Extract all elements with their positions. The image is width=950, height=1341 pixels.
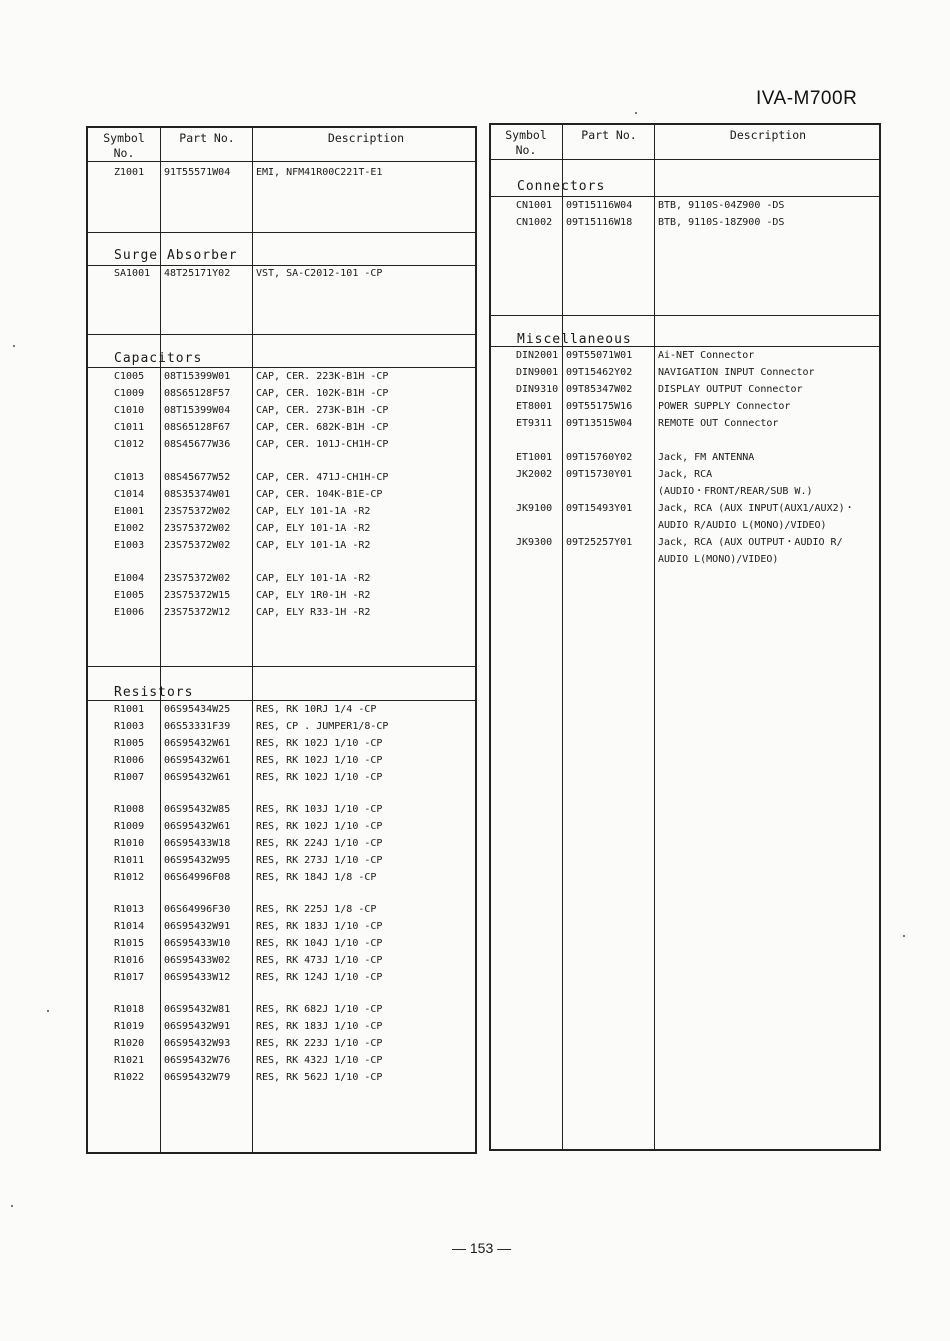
symbol-cell: ET9311 xyxy=(516,418,553,429)
section-title-connectors: Connectors xyxy=(517,179,606,194)
col-header-symbol xyxy=(92,131,156,161)
section-title-surge-absorber: Surge Absorber xyxy=(114,248,238,263)
symbol-cell: E1001 xyxy=(114,506,145,517)
description-cell: RES, RK 102J 1/10 -CP xyxy=(256,738,383,749)
part-cell: 09T85347W02 xyxy=(566,384,633,395)
description-cell: RES, RK 225J 1/8 -CP xyxy=(256,904,377,915)
symbol-cell: R1005 xyxy=(114,738,145,749)
symbol-cell: R1020 xyxy=(114,1038,145,1049)
description-line: AUDIO R/AUDIO L(MONO)/VIDEO) xyxy=(658,520,827,531)
part-cell: 08T15399W04 xyxy=(164,405,231,416)
part-cell: 91T55571W04 xyxy=(164,167,231,178)
symbol-cell: R1022 xyxy=(114,1072,145,1083)
part-cell: 06S95432W61 xyxy=(164,738,231,749)
part-cell: 06S53331F39 xyxy=(164,721,231,732)
description-cell: CAP, CER. 273K-B1H -CP xyxy=(256,405,389,416)
part-cell: 08S35374W01 xyxy=(164,489,231,500)
part-cell: 09T55071W01 xyxy=(566,350,633,361)
symbol-cell: JK9300 xyxy=(516,537,553,548)
description-line: Ai-NET Connector xyxy=(658,350,755,361)
part-cell: 48T25171Y02 xyxy=(164,268,231,279)
description-cell: CAP, ELY 101-1A -R2 xyxy=(256,540,371,551)
symbol-cell: E1002 xyxy=(114,523,145,534)
description-cell: RES, RK 102J 1/10 -CP xyxy=(256,755,383,766)
model-name: IVA-M700R xyxy=(756,88,858,109)
description-cell: RES, RK 124J 1/10 -CP xyxy=(256,972,383,983)
part-cell: 09T15116W04 xyxy=(566,200,633,211)
description-cell: RES, RK 682J 1/10 -CP xyxy=(256,1004,383,1015)
description-cell: RES, RK 223J 1/10 -CP xyxy=(256,1038,383,1049)
col-header-part xyxy=(566,128,652,143)
symbol-cell: R1015 xyxy=(114,938,145,949)
part-cell: 09T25257Y01 xyxy=(566,537,633,548)
symbol-cell: E1003 xyxy=(114,540,145,551)
description-cell: CAP, ELY R33-1H -R2 xyxy=(256,607,371,618)
symbol-cell: ET8001 xyxy=(516,401,553,412)
part-cell: 08T15399W01 xyxy=(164,371,231,382)
part-cell: 06S64996F08 xyxy=(164,872,231,883)
part-cell: 09T15116W18 xyxy=(566,217,633,228)
description-cell: VST, SA-C2012-101 -CP xyxy=(256,268,383,279)
description-line: DISPLAY OUTPUT Connector xyxy=(658,384,803,395)
part-cell: 06S95433W18 xyxy=(164,838,231,849)
description-line: Jack, RCA (AUX INPUT(AUX1/AUX2)・ xyxy=(658,503,855,514)
col-header-description xyxy=(658,128,878,143)
symbol-cell: R1019 xyxy=(114,1021,145,1032)
symbol-cell: R1009 xyxy=(114,821,145,832)
description-cell: RES, RK 183J 1/10 -CP xyxy=(256,921,383,932)
part-cell: 06S95432W61 xyxy=(164,772,231,783)
part-cell: 06S95432W61 xyxy=(164,755,231,766)
symbol-cell: R1016 xyxy=(114,955,145,966)
description-line: REMOTE OUT Connector xyxy=(658,418,779,429)
header-symbol-label: Symbol No. xyxy=(103,131,145,160)
description-cell: EMI, NFM41R00C221T-E1 xyxy=(256,167,383,178)
description-cell: BTB, 9110S-04Z900 -DS xyxy=(658,200,785,211)
symbol-cell: R1011 xyxy=(114,855,145,866)
part-cell: 06S95432W93 xyxy=(164,1038,231,1049)
col-header-description xyxy=(256,131,476,146)
symbol-cell: R1001 xyxy=(114,704,145,715)
description-cell xyxy=(658,398,790,415)
symbol-cell: R1006 xyxy=(114,755,145,766)
description-cell: RES, RK 273J 1/10 -CP xyxy=(256,855,383,866)
header-symbol-label: Symbol No. xyxy=(505,128,547,157)
symbol-cell: E1006 xyxy=(114,607,145,618)
part-cell: 23S75372W12 xyxy=(164,607,231,618)
symbol-cell: R1017 xyxy=(114,972,145,983)
header-description-label: Description xyxy=(327,131,405,145)
description-cell xyxy=(658,381,803,398)
part-cell: 06S64996F30 xyxy=(164,904,231,915)
description-cell xyxy=(658,364,815,381)
symbol-cell: R1003 xyxy=(114,721,145,732)
symbol-cell: DIN9310 xyxy=(516,384,559,395)
description-cell: CAP, CER. 101J-CH1H-CP xyxy=(256,439,389,450)
left-parts-table xyxy=(86,126,477,1154)
description-cell: CAP, ELY 101-1A -R2 xyxy=(256,506,371,517)
part-cell: 09T15462Y02 xyxy=(566,367,633,378)
part-cell: 06S95432W61 xyxy=(164,821,231,832)
part-cell: 23S75372W02 xyxy=(164,540,231,551)
part-cell: 06S95432W91 xyxy=(164,921,231,932)
right-parts-table xyxy=(489,123,881,1151)
header-description-label: Description xyxy=(729,128,807,142)
part-cell: 06S95432W85 xyxy=(164,804,231,815)
symbol-cell: R1018 xyxy=(114,1004,145,1015)
part-cell: 23S75372W02 xyxy=(164,506,231,517)
part-cell: 09T15760Y02 xyxy=(566,452,633,463)
description-cell: CAP, CER. 104K-B1E-CP xyxy=(256,489,383,500)
part-cell: 06S95432W95 xyxy=(164,855,231,866)
col-header-part xyxy=(164,131,250,146)
symbol-cell: CN1001 xyxy=(516,200,553,211)
section-title-resistors: Resistors xyxy=(114,685,194,700)
part-cell: 06S95432W81 xyxy=(164,1004,231,1015)
description-cell xyxy=(658,500,855,534)
symbol-cell: JK2002 xyxy=(516,469,553,480)
description-cell: CAP, CER. 102K-B1H -CP xyxy=(256,388,389,399)
symbol-cell: R1013 xyxy=(114,904,145,915)
symbol-cell: E1004 xyxy=(114,573,145,584)
description-cell xyxy=(658,347,754,364)
description-cell: RES, RK 102J 1/10 -CP xyxy=(256,821,383,832)
symbol-cell: C1012 xyxy=(114,439,145,450)
description-line: Jack, FM ANTENNA xyxy=(658,452,755,463)
description-cell xyxy=(658,466,813,500)
symbol-cell: R1014 xyxy=(114,921,145,932)
description-cell: RES, RK 224J 1/10 -CP xyxy=(256,838,383,849)
symbol-cell: JK9100 xyxy=(516,503,553,514)
header-part-label: Part No. xyxy=(581,128,637,142)
symbol-cell: R1008 xyxy=(114,804,145,815)
description-line: AUDIO L(MONO)/VIDEO) xyxy=(658,554,779,565)
description-cell: CAP, ELY 101-1A -R2 xyxy=(256,523,371,534)
symbol-cell: ET1001 xyxy=(516,452,553,463)
part-cell: 06S95433W02 xyxy=(164,955,231,966)
page-number: — 153 — xyxy=(452,1240,512,1256)
symbol-cell: E1005 xyxy=(114,590,145,601)
section-title-miscellaneous: Miscellaneous xyxy=(517,332,632,347)
symbol-cell: C1013 xyxy=(114,472,145,483)
description-line: Jack, RCA xyxy=(658,469,713,480)
description-line: Jack, RCA (AUX OUTPUT・AUDIO R/ xyxy=(658,537,843,548)
description-cell: RES, RK 183J 1/10 -CP xyxy=(256,1021,383,1032)
part-cell: 06S95432W79 xyxy=(164,1072,231,1083)
description-cell: RES, RK 103J 1/10 -CP xyxy=(256,804,383,815)
description-cell xyxy=(658,534,843,568)
part-cell: 06S95434W25 xyxy=(164,704,231,715)
description-cell: RES, RK 473J 1/10 -CP xyxy=(256,955,383,966)
col-header-symbol xyxy=(495,128,557,158)
description-cell: RES, RK 102J 1/10 -CP xyxy=(256,772,383,783)
part-cell: 09T15730Y01 xyxy=(566,469,633,480)
symbol-cell: R1010 xyxy=(114,838,145,849)
symbol-cell: C1009 xyxy=(114,388,145,399)
part-cell: 06S95433W10 xyxy=(164,938,231,949)
symbol-cell: R1021 xyxy=(114,1055,145,1066)
part-cell: 23S75372W02 xyxy=(164,573,231,584)
part-cell: 08S65128F57 xyxy=(164,388,231,399)
description-cell: RES, RK 184J 1/8 -CP xyxy=(256,872,377,883)
part-cell: 08S65128F67 xyxy=(164,422,231,433)
part-cell: 09T15493Y01 xyxy=(566,503,633,514)
part-cell: 08S45677W36 xyxy=(164,439,231,450)
description-cell: CAP, CER. 471J-CH1H-CP xyxy=(256,472,389,483)
part-cell: 09T13515W04 xyxy=(566,418,633,429)
description-cell: RES, CP . JUMPER1/8-CP xyxy=(256,721,389,732)
symbol-cell: C1014 xyxy=(114,489,145,500)
part-cell: 09T55175W16 xyxy=(566,401,633,412)
symbol-cell: C1010 xyxy=(114,405,145,416)
symbol-cell: C1011 xyxy=(114,422,145,433)
description-cell: CAP, CER. 682K-B1H -CP xyxy=(256,422,389,433)
symbol-cell: R1012 xyxy=(114,872,145,883)
symbol-cell: DIN2001 xyxy=(516,350,559,361)
description-cell: RES, RK 10RJ 1/4 -CP xyxy=(256,704,377,715)
description-cell: RES, RK 104J 1/10 -CP xyxy=(256,938,383,949)
part-cell: 06S95432W91 xyxy=(164,1021,231,1032)
part-cell: 23S75372W15 xyxy=(164,590,231,601)
part-cell: 23S75372W02 xyxy=(164,523,231,534)
description-cell: RES, RK 432J 1/10 -CP xyxy=(256,1055,383,1066)
description-cell: BTB, 9110S-18Z900 -DS xyxy=(658,217,785,228)
description-cell: RES, RK 562J 1/10 -CP xyxy=(256,1072,383,1083)
description-cell xyxy=(658,415,778,432)
symbol-cell: DIN9001 xyxy=(516,367,559,378)
part-cell: 06S95433W12 xyxy=(164,972,231,983)
symbol-cell: C1005 xyxy=(114,371,145,382)
symbol-cell: CN1002 xyxy=(516,217,553,228)
description-cell xyxy=(658,449,754,466)
description-line: POWER SUPPLY Connector xyxy=(658,401,791,412)
description-cell: CAP, ELY 101-1A -R2 xyxy=(256,573,371,584)
description-cell: CAP, CER. 223K-B1H -CP xyxy=(256,371,389,382)
description-line: (AUDIO・FRONT/REAR/SUB W.) xyxy=(658,486,813,497)
header-part-label: Part No. xyxy=(179,131,235,145)
description-cell: CAP, ELY 1R0-1H -R2 xyxy=(256,590,371,601)
description-line: NAVIGATION INPUT Connector xyxy=(658,367,815,378)
symbol-cell: Z1001 xyxy=(114,167,145,178)
part-cell: 06S95432W76 xyxy=(164,1055,231,1066)
symbol-cell: SA1001 xyxy=(114,268,151,279)
part-cell: 08S45677W52 xyxy=(164,472,231,483)
section-title-capacitors: Capacitors xyxy=(114,351,203,366)
symbol-cell: R1007 xyxy=(114,772,145,783)
